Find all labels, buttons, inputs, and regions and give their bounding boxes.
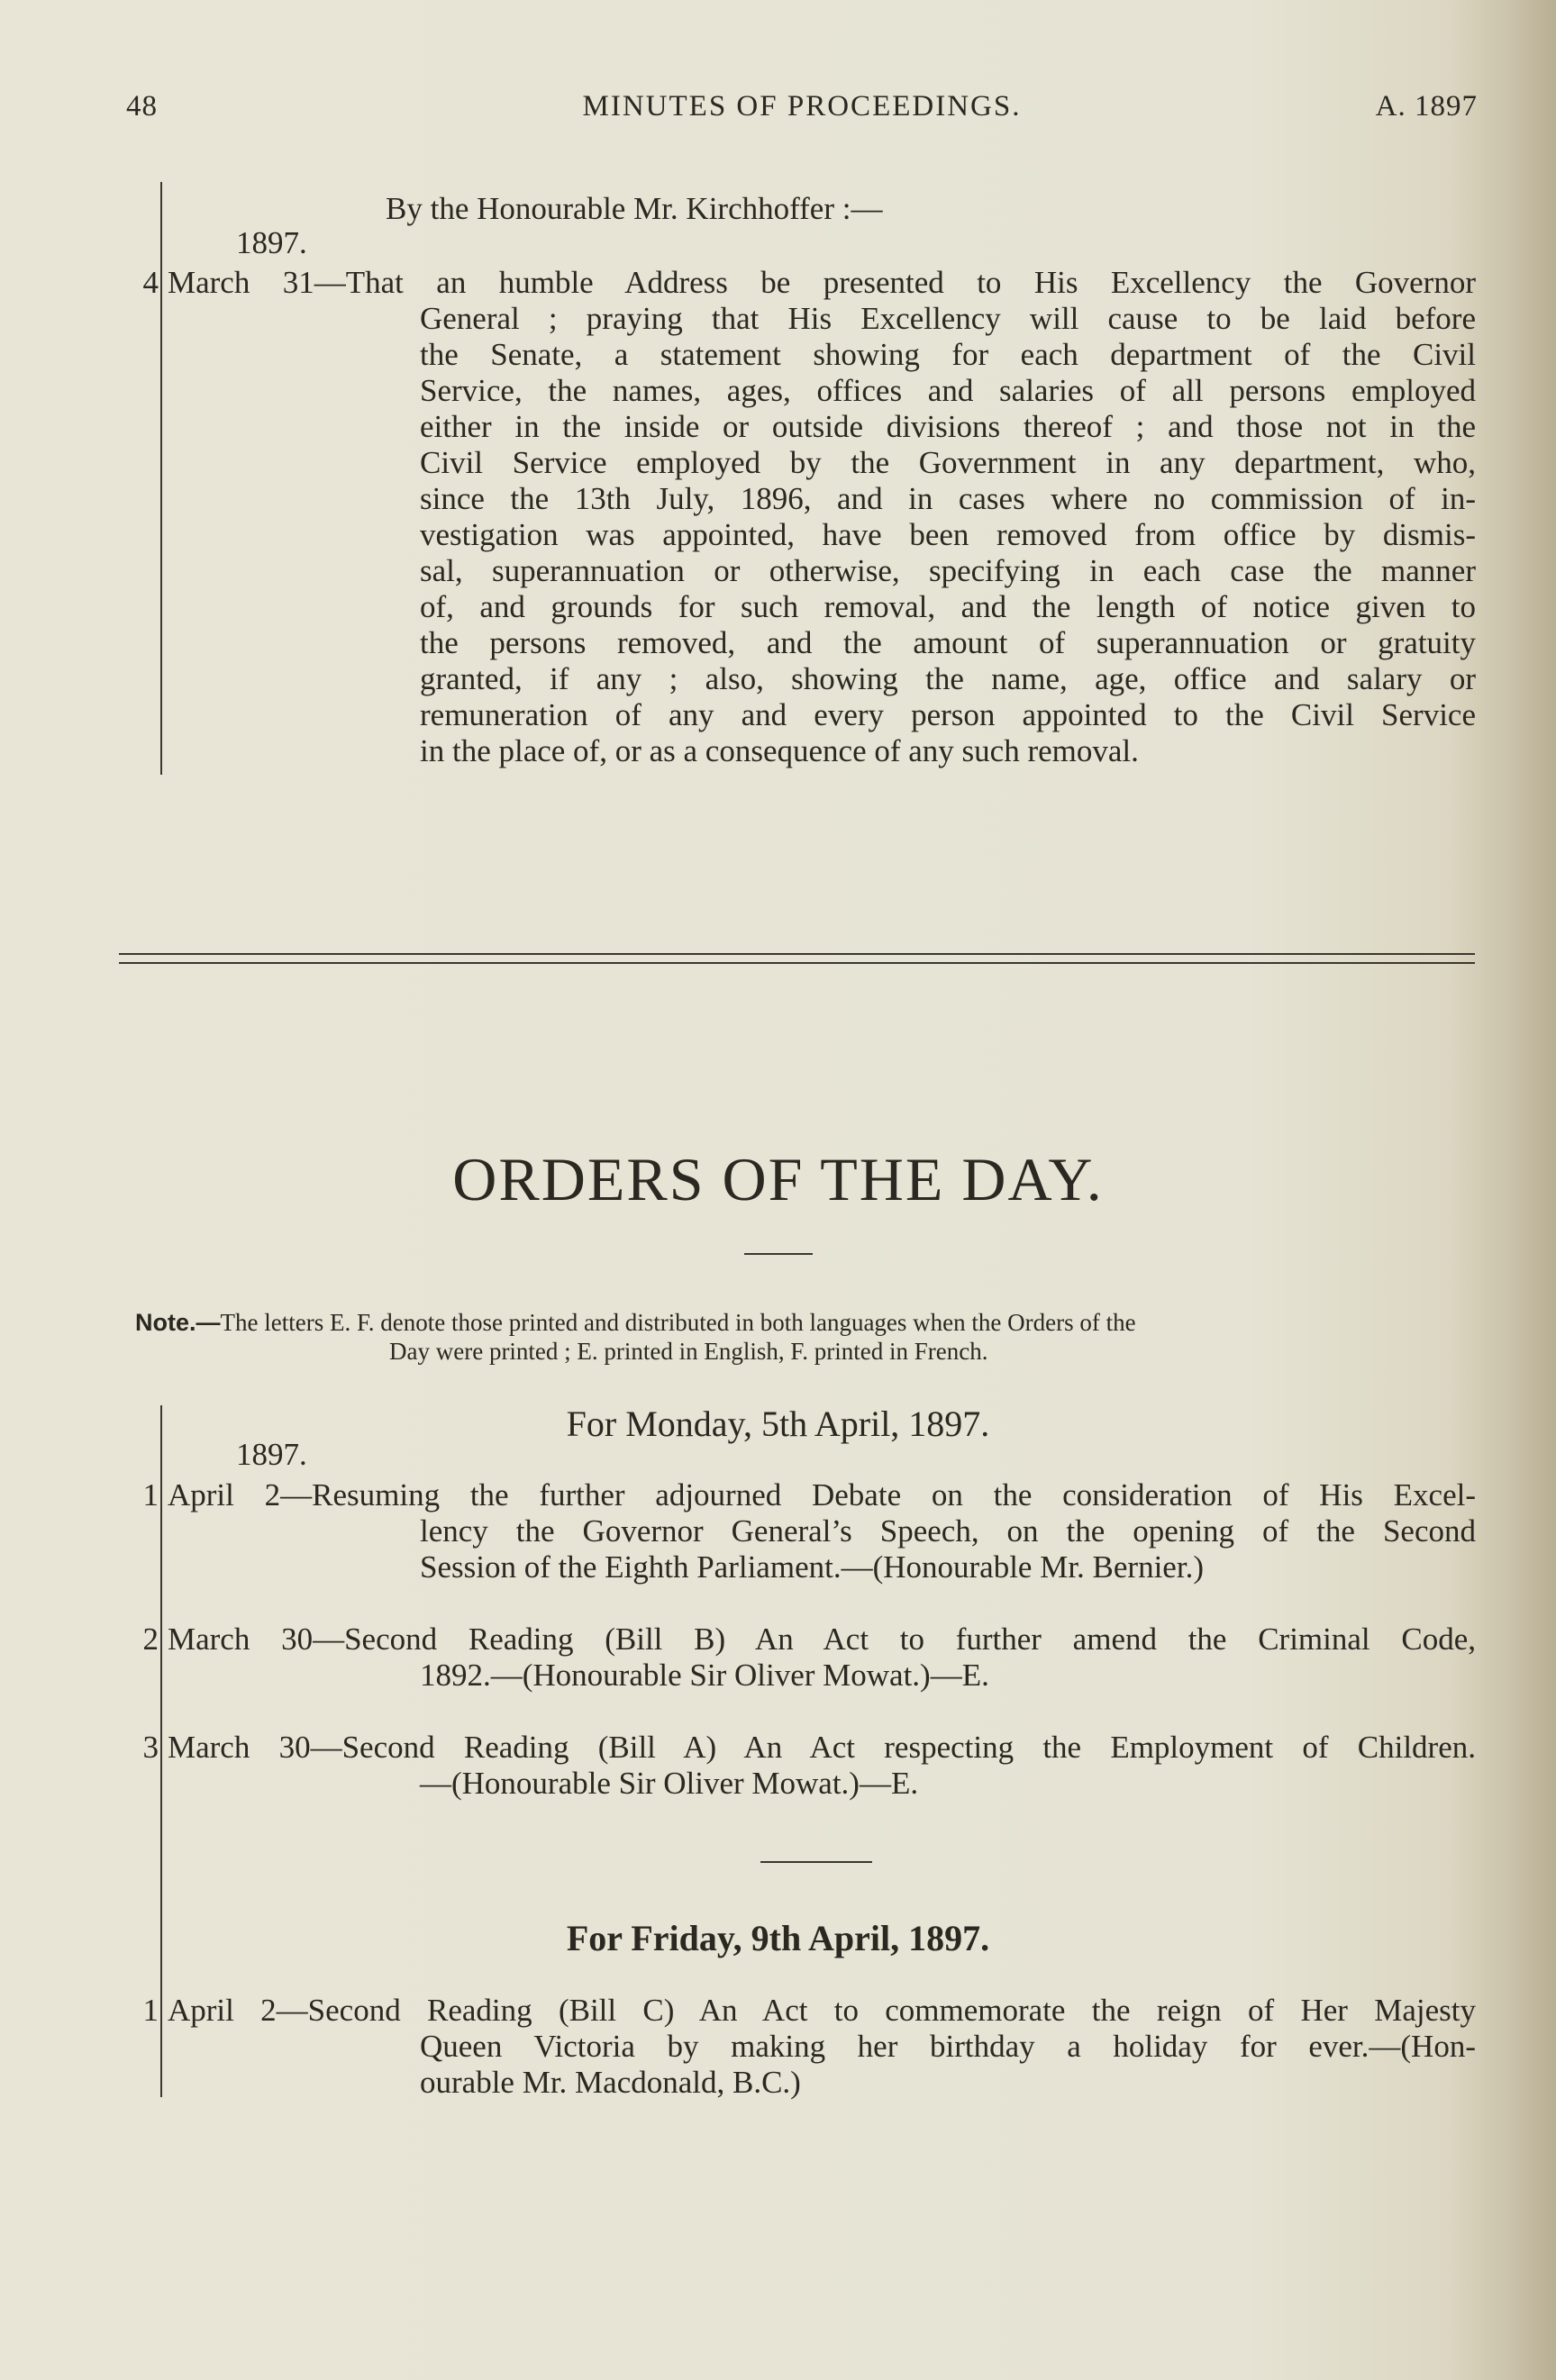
motion-year: 1897.	[236, 225, 307, 260]
motion-line: Service, the names, ages, offices and salaries of all persons employed	[420, 373, 1476, 408]
item-line: ourable Mr. Macdonald, B.C.)	[420, 2065, 801, 2100]
mover-line: By the Honourable Mr. Kirchhoffer :—	[386, 191, 883, 226]
motion-line: either in the inside or outside divisions thereof ; and those not in the	[420, 409, 1476, 444]
item-number: 1	[142, 1993, 159, 2028]
friday-heading: For Friday, 9th April, 1897.	[566, 1918, 990, 1958]
item-line: April 2—Second Reading (Bill C) An Act to commemorate the reign of Her Majesty	[168, 1993, 1476, 2028]
margin-rule	[160, 1982, 162, 2097]
note-line-2: Day were printed ; E. printed in English, F. printed in French.	[389, 1338, 988, 1365]
note	[135, 1308, 1136, 1337]
item-number: 2	[142, 1621, 159, 1657]
section-heading: ORDERS OF THE DAY.	[452, 1145, 1104, 1213]
item-line: April 2—Resuming the further adjourned Debate on the consideration of His Excel-	[168, 1477, 1476, 1512]
item-number: 3	[142, 1730, 159, 1765]
item-line: March 30—Second Reading (Bill A) An Act respecting the Employment of Children.	[168, 1730, 1476, 1765]
item-line: Session of the Eighth Parliament.—(Honourable Mr. Bernier.)	[420, 1549, 1204, 1585]
running-header	[126, 90, 1478, 135]
margin-rule	[160, 182, 162, 775]
short-rule	[760, 1861, 872, 1863]
item-line: lency the Governor General’s Speech, on the opening of the Second	[420, 1513, 1476, 1549]
motion-line: in the place of, or as a consequence of any such removal.	[420, 733, 1139, 768]
note-line: The letters E. F. denote those printed and distributed in both languages when the Orders of the	[220, 1309, 1136, 1336]
divider-rule	[119, 962, 1475, 964]
item-line: 1892.—(Honourable Sir Oliver Mowat.)—E.	[420, 1658, 989, 1693]
motion-number: 4	[142, 265, 159, 300]
motion-line: General ; praying that His Excellency will cause to be laid before	[420, 301, 1476, 336]
note-label: Note.—	[135, 1309, 221, 1336]
monday-heading: For Monday, 5th April, 1897.	[566, 1403, 990, 1444]
item-number: 1	[142, 1477, 159, 1512]
page-title: MINUTES OF PROCEEDINGS.	[582, 90, 1022, 123]
motion-line: March 31—That an humble Address be presented to His Excellency the Governor	[168, 265, 1476, 300]
item-line: March 30—Second Reading (Bill B) An Act to further amend the Criminal Code,	[168, 1621, 1476, 1657]
motion-line: of, and grounds for such removal, and the length of notice given to	[420, 589, 1476, 624]
item-line: —(Honourable Sir Oliver Mowat.)—E.	[420, 1766, 919, 1801]
motion-line: remuneration of any and every person appointed to the Civil Service	[420, 697, 1476, 732]
short-rule	[744, 1253, 813, 1255]
motion-line: the Senate, a statement showing for each department of the Civil	[420, 337, 1476, 372]
motion-line: sal, superannuation or otherwise, specifying in each case the manner	[420, 553, 1476, 588]
divider-rule	[119, 953, 1475, 955]
motion-line: since the 13th July, 1896, and in cases where no commission of in-	[420, 481, 1476, 516]
motion-line: the persons removed, and the amount of superannuation or gratuity	[420, 625, 1476, 660]
motion-line: granted, if any ; also, showing the name, age, office and salary or	[420, 661, 1476, 696]
page-number: 48	[126, 90, 158, 123]
motion-line: Civil Service employed by the Government in any department, who,	[420, 445, 1476, 480]
header-year: A. 1897	[1375, 90, 1478, 123]
motion-line: vestigation was appointed, have been removed from office by dismis-	[420, 517, 1476, 552]
item-line: Queen Victoria by making her birthday a holiday for ever.—(Hon-	[420, 2029, 1476, 2064]
monday-year: 1897.	[236, 1437, 307, 1472]
